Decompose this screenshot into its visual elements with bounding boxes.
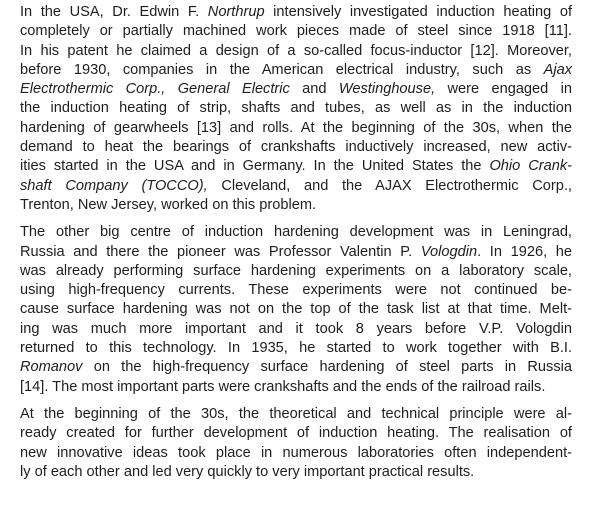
paragraph-2	[20, 223, 572, 397]
text-segment: The other big centre of induction hardening development was in Leningrad,	[20, 224, 572, 241]
text-line	[20, 444, 572, 463]
italic-text: Ajax	[543, 61, 572, 78]
text-segment: intensively investigated induction heating of	[264, 4, 572, 20]
text-segment: At the beginning of the 30s, the theoretical and technical principle were al-	[20, 405, 572, 422]
text-segment: the induction heating of strip, shafts and tubes, as well as in the induction	[20, 100, 572, 117]
text-segment: ities started in the USA and in Germany. In the United States the	[20, 158, 490, 175]
italic-text: Romanov	[20, 359, 83, 376]
text-segment: before 1930, companies in the American electrical industry, such as	[20, 61, 544, 78]
paragraph-3	[20, 405, 572, 482]
text-line	[20, 281, 572, 300]
text-line	[20, 262, 572, 281]
text-segment: Cleveland, and the AJAX Electrothermic Corp.,	[207, 177, 572, 194]
text-line	[20, 80, 572, 99]
italic-text: Westinghouse,	[338, 81, 436, 98]
paragraph-1	[20, 3, 572, 215]
text-line	[20, 196, 572, 215]
text-segment: Russia and there the pioneer was Professor Valentin P.	[20, 243, 421, 260]
italic-text: Northrup	[207, 4, 265, 20]
text-line	[20, 243, 572, 262]
text-line	[20, 42, 572, 61]
italic-text: Ohio Crank-	[489, 158, 572, 175]
text-segment: were engaged in	[435, 81, 572, 98]
text-segment: Trenton, New Jersey, worked on this problem.	[20, 196, 317, 213]
italic-text: shaft Company (TOCCO),	[20, 177, 208, 194]
text-segment: new innovative ideas took place in numerous laboratories often independent-	[20, 444, 572, 461]
text-line	[20, 119, 572, 138]
text-line	[20, 61, 572, 80]
text-line	[20, 378, 572, 397]
text-line	[20, 157, 572, 176]
text-line	[20, 22, 572, 41]
text-line	[20, 177, 572, 196]
text-segment: and	[289, 81, 339, 98]
text-line	[20, 339, 572, 358]
text-segment: on the high-frequency surface hardening of steel parts in Russia	[82, 359, 572, 376]
text-segment: completely or partially machined work pieces made of steel since 1918 [11].	[20, 23, 572, 40]
text-line	[20, 3, 572, 22]
text-segment: using high-frequency currents. These experiments were not continued be-	[20, 282, 572, 299]
text-segment: ing was much more important and it took 8 years before V.P. Vologdin	[20, 320, 572, 337]
text-segment: was already performing surface hardening experiments on a laboratory scale,	[20, 262, 572, 279]
text-segment: cause surface hardening was not on the top of the task list at that time. Melt-	[20, 301, 572, 318]
text-line	[20, 405, 572, 424]
italic-text: Vologdin	[420, 243, 478, 260]
text-segment: returned to this technology. In 1935, he started to work together with B.I.	[20, 340, 572, 357]
text-line	[20, 320, 572, 339]
text-segment: hardening of gearwheels [13] and rolls. At the beginning of the 30s, when the	[20, 119, 572, 136]
text-line	[20, 358, 572, 377]
text-segment: . In 1926, he	[477, 243, 572, 260]
text-segment: In the USA, Dr. Edwin F.	[20, 4, 208, 20]
text-line	[20, 138, 572, 157]
text-segment: ready created for further development of induction heating. The realisation of	[20, 425, 572, 442]
document-body	[20, 3, 572, 490]
italic-text: Electrothermic Corp., General Electric	[20, 81, 290, 98]
text-line	[20, 300, 572, 319]
text-line	[20, 463, 572, 482]
text-segment: ly of each other and led very quickly to very important practical results.	[20, 463, 475, 480]
text-line	[20, 424, 572, 443]
text-segment: [14]. The most important parts were crankshafts and the ends of the railroad rails.	[20, 378, 546, 395]
text-line	[20, 223, 572, 242]
text-line	[20, 99, 572, 118]
text-segment: demand to heat the bearings of crankshafts inductively increased, new activ-	[20, 139, 572, 156]
text-segment: In his patent he claimed a design of a so-called focus-inductor [12]. Moreover,	[20, 42, 572, 59]
